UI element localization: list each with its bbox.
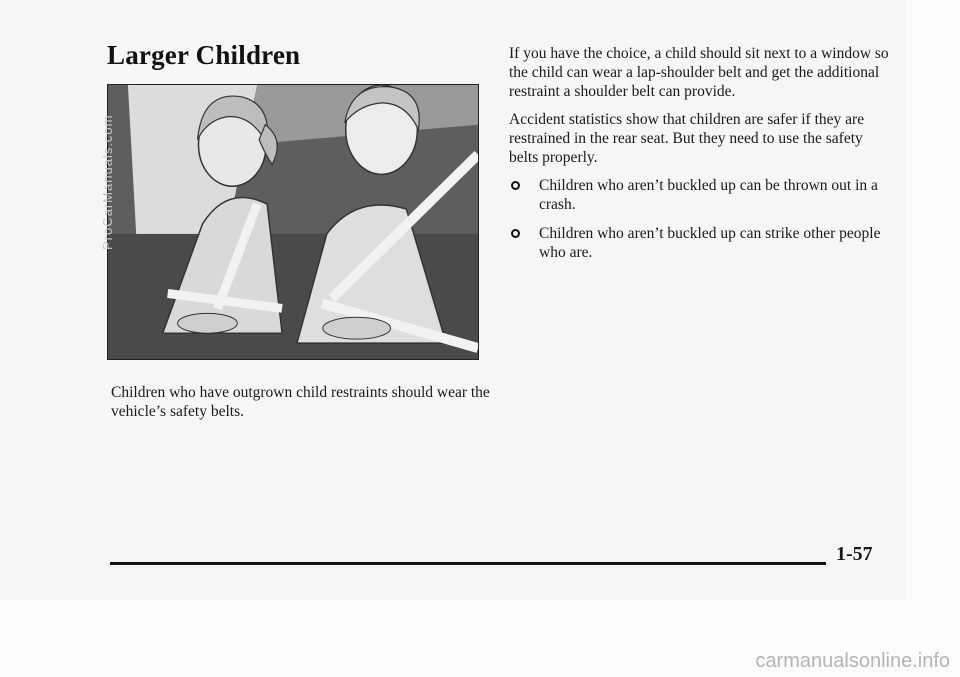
list-item-text: Children who aren’t buckled up can strike other people who are. [539,225,881,261]
paragraph-window-seat: If you have the choice, a child should sit next to a window so the child can wear a lap-shoulder belt and get the additional restraint a shoulder belt can provide. [509,45,889,100]
figure-caption: Children who have outgrown child restraints should wear the vehicle’s safety belts. [111,384,490,420]
bullet-dot-icon [511,229,520,238]
page-number: 1-57 [836,543,873,565]
boy-hands [323,317,391,339]
bullet-dot-icon [511,181,520,190]
bullet-list [509,176,889,262]
illustration-children-with-safety-belts [107,84,479,360]
list-item-text: Children who aren’t buckled up can be thrown out in a crash. [539,177,878,213]
paragraph-rear-seat: Accident statistics show that children are safer if they are restrained in the rear seat. But they need to use the safety belts properly. [509,111,865,166]
list-item [509,224,889,262]
girl-hands [178,313,238,333]
footer-rule [110,562,826,565]
site-watermark: carmanualsonline.info [755,650,950,672]
list-item [509,176,889,214]
side-watermark: ProCarManuals.com [100,114,115,250]
illustration-art [108,85,478,359]
body-column [509,44,889,272]
page-title: Larger Children [107,40,301,70]
